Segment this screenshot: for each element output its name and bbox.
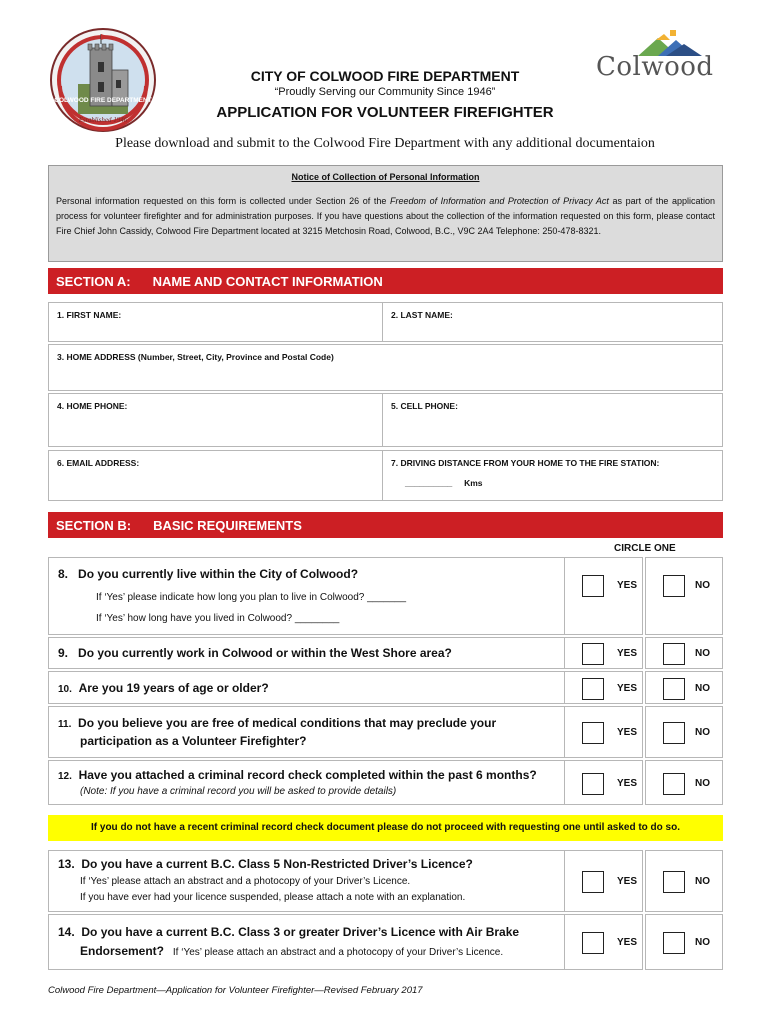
distance-blank: __________ xyxy=(405,478,453,488)
q8-question xyxy=(58,567,358,581)
section-a-header xyxy=(48,268,723,294)
q8-text: Do you currently live within the City of Colwood? xyxy=(78,567,359,581)
q10-question xyxy=(58,681,269,695)
q13-sub1: If ‘Yes’ please attach an abstract and a photocopy of your Driver’s Licence. xyxy=(80,876,411,887)
q11-yes-label: YES xyxy=(617,727,638,738)
form-title: APPLICATION FOR VOLUNTEER FIREFIGHTER xyxy=(216,104,554,121)
q9-yes-label: YES xyxy=(617,648,638,659)
q12-note: (Note: If you have a criminal record you will be asked to provide details) xyxy=(80,786,397,797)
q14-line2 xyxy=(80,942,503,960)
q11-yes-checkbox[interactable] xyxy=(582,722,604,744)
seal-bottom-text: Established 1946 xyxy=(78,116,128,124)
notice-title: Notice of Collection of Personal Information xyxy=(291,172,480,182)
circle-one-label: CIRCLE ONE xyxy=(614,543,676,554)
first-name-field[interactable] xyxy=(48,302,382,342)
q8-no-label: NO xyxy=(695,580,710,591)
q14-question xyxy=(58,925,519,939)
q14-no-checkbox[interactable] xyxy=(663,932,685,954)
section-a-label: SECTION A: xyxy=(56,274,131,289)
notice-body xyxy=(56,194,715,239)
q12-num: 12. xyxy=(58,771,72,782)
email-label: 6. EMAIL ADDRESS: xyxy=(57,458,140,468)
q14-no-option[interactable] xyxy=(645,914,723,970)
home-phone-field[interactable] xyxy=(48,393,382,447)
seal-top-text: COLWOOD FIRE DEPARTMENT xyxy=(54,97,152,104)
home-address-field[interactable] xyxy=(48,344,723,391)
section-a-title: NAME AND CONTACT INFORMATION xyxy=(152,274,383,289)
section-b-label: SECTION B: xyxy=(56,518,132,533)
criminal-record-warning: If you do not have a recent criminal record check document please do not proceed with requesting one until asked to do so. xyxy=(48,815,723,841)
q14-no-label: NO xyxy=(695,937,710,948)
q9-no-checkbox[interactable] xyxy=(663,643,685,665)
q8-sub1: If ‘Yes’ please indicate how long you plan to live in Colwood? _______ xyxy=(96,592,407,603)
q13-num: 13. xyxy=(58,857,75,871)
driving-distance-label: 7. DRIVING DISTANCE FROM YOUR HOME TO THE FIRE STATION: xyxy=(391,458,660,468)
q9-num: 9. xyxy=(58,646,69,660)
notice-text-cont: as part of the application process for volunteer firefighter and for administration purposes. If you have questions about the collection of the information requested on this form, please contact Fire Chief John Cassidy, Colwood Fire Department located at 3215 Metchosin Road, Colwood, B.C., V9C 2A4 Telephone: 250-478-8321. xyxy=(56,196,715,236)
q8-yes-label: YES xyxy=(617,580,638,591)
first-name-label: 1. FIRST NAME: xyxy=(57,310,122,320)
notice-act-name: Freedom of Information and Protection of Privacy Act xyxy=(389,196,609,206)
q11-no-option[interactable] xyxy=(645,706,723,758)
section-b-title: BASIC REQUIREMENTS xyxy=(153,518,302,533)
q10-yes-option[interactable] xyxy=(564,671,643,704)
q13-question xyxy=(58,857,473,871)
q9-text: Do you currently work in Colwood or within the West Shore area? xyxy=(78,646,452,660)
q12-no-label: NO xyxy=(695,778,710,789)
home-phone-label: 4. HOME PHONE: xyxy=(57,401,128,411)
q11-no-checkbox[interactable] xyxy=(663,722,685,744)
q13-yes-option[interactable] xyxy=(564,850,643,912)
q9-yes-option[interactable] xyxy=(564,637,643,669)
q14-sub: If ‘Yes’ please attach an abstract and a photocopy of your Driver’s Licence. xyxy=(172,947,504,958)
q13-no-checkbox[interactable] xyxy=(663,871,685,893)
privacy-notice xyxy=(48,165,723,262)
q9-yes-checkbox[interactable] xyxy=(582,643,604,665)
q12-no-checkbox[interactable] xyxy=(663,773,685,795)
q12-question xyxy=(58,768,537,782)
q8-sub2: If ‘Yes’ how long have you lived in Colwood? ________ xyxy=(96,613,340,624)
q10-text: Are you 19 years of age or older? xyxy=(78,681,269,695)
section-b-header xyxy=(48,512,723,538)
q12-yes-label: YES xyxy=(617,778,638,789)
q13-no-option[interactable] xyxy=(645,850,723,912)
logo-text: Colwood xyxy=(596,52,714,82)
q11-question xyxy=(58,716,496,730)
q14-yes-label: YES xyxy=(617,937,638,948)
department-name: CITY OF COLWOOD FIRE DEPARTMENT xyxy=(250,68,520,84)
q12-yes-checkbox[interactable] xyxy=(582,773,604,795)
q12-text: Have you attached a criminal record check completed within the past 6 months? xyxy=(78,768,537,782)
last-name-field[interactable] xyxy=(382,302,723,342)
distance-unit: Kms xyxy=(464,478,483,488)
email-field[interactable] xyxy=(48,450,382,501)
q10-yes-checkbox[interactable] xyxy=(582,678,604,700)
footer-text: Colwood Fire Department—Application for Volunteer Firefighter—Revised February 2017 xyxy=(48,985,423,996)
notice-text: Personal information requested on this form is collected under Section 26 of the xyxy=(56,196,390,206)
q9-no-label: NO xyxy=(695,648,710,659)
q14-yes-checkbox[interactable] xyxy=(582,932,604,954)
last-name-label: 2. LAST NAME: xyxy=(391,310,453,320)
q14-num: 14. xyxy=(58,925,75,939)
q10-no-label: NO xyxy=(695,683,710,694)
q11-text-cont: participation as a Volunteer Firefighter? xyxy=(80,734,307,748)
cell-phone-field[interactable] xyxy=(382,393,723,447)
home-address-label: 3. HOME ADDRESS (Number, Street, City, Province and Postal Code) xyxy=(57,352,334,362)
q14-yes-option[interactable] xyxy=(564,914,643,970)
q13-yes-checkbox[interactable] xyxy=(582,871,604,893)
q12-no-option[interactable] xyxy=(645,760,723,805)
q11-yes-option[interactable] xyxy=(564,706,643,758)
q8-yes-checkbox[interactable] xyxy=(582,575,604,597)
q13-yes-label: YES xyxy=(617,876,638,887)
q8-num: 8. xyxy=(58,567,69,581)
q11-text: Do you believe you are free of medical conditions that may preclude your xyxy=(78,716,497,730)
q8-no-checkbox[interactable] xyxy=(663,575,685,597)
q10-no-checkbox[interactable] xyxy=(663,678,685,700)
q10-num: 10. xyxy=(58,684,72,695)
q14-text-cont: Endorsement? xyxy=(80,944,165,958)
q12-yes-option[interactable] xyxy=(564,760,643,805)
q12-block xyxy=(48,760,564,805)
instruction-text: Please download and submit to the Colwood Fire Department with any additional documentaion xyxy=(115,136,655,151)
q14-text: Do you have a current B.C. Class 3 or greater Driver’s Licence with Air Brake xyxy=(81,925,520,939)
q11-block xyxy=(48,706,564,758)
q8-yes-option[interactable] xyxy=(564,557,643,635)
q13-text: Do you have a current B.C. Class 5 Non-Restricted Driver’s Licence? xyxy=(81,857,473,871)
q11-num: 11. xyxy=(58,719,72,730)
cell-phone-label: 5. CELL PHONE: xyxy=(391,401,458,411)
q8-no-option[interactable] xyxy=(645,557,723,635)
q10-no-option[interactable] xyxy=(645,671,723,704)
q10-yes-label: YES xyxy=(617,683,638,694)
q9-question xyxy=(58,646,452,660)
motto: “Proudly Serving our Community Since 1946” xyxy=(274,86,496,98)
q13-no-label: NO xyxy=(695,876,710,887)
q9-no-option[interactable] xyxy=(645,637,723,669)
q11-no-label: NO xyxy=(695,727,710,738)
q13-sub2: If you have ever had your licence suspended, please attach a note with an explanation. xyxy=(80,892,466,903)
driving-distance-field[interactable] xyxy=(382,450,723,501)
